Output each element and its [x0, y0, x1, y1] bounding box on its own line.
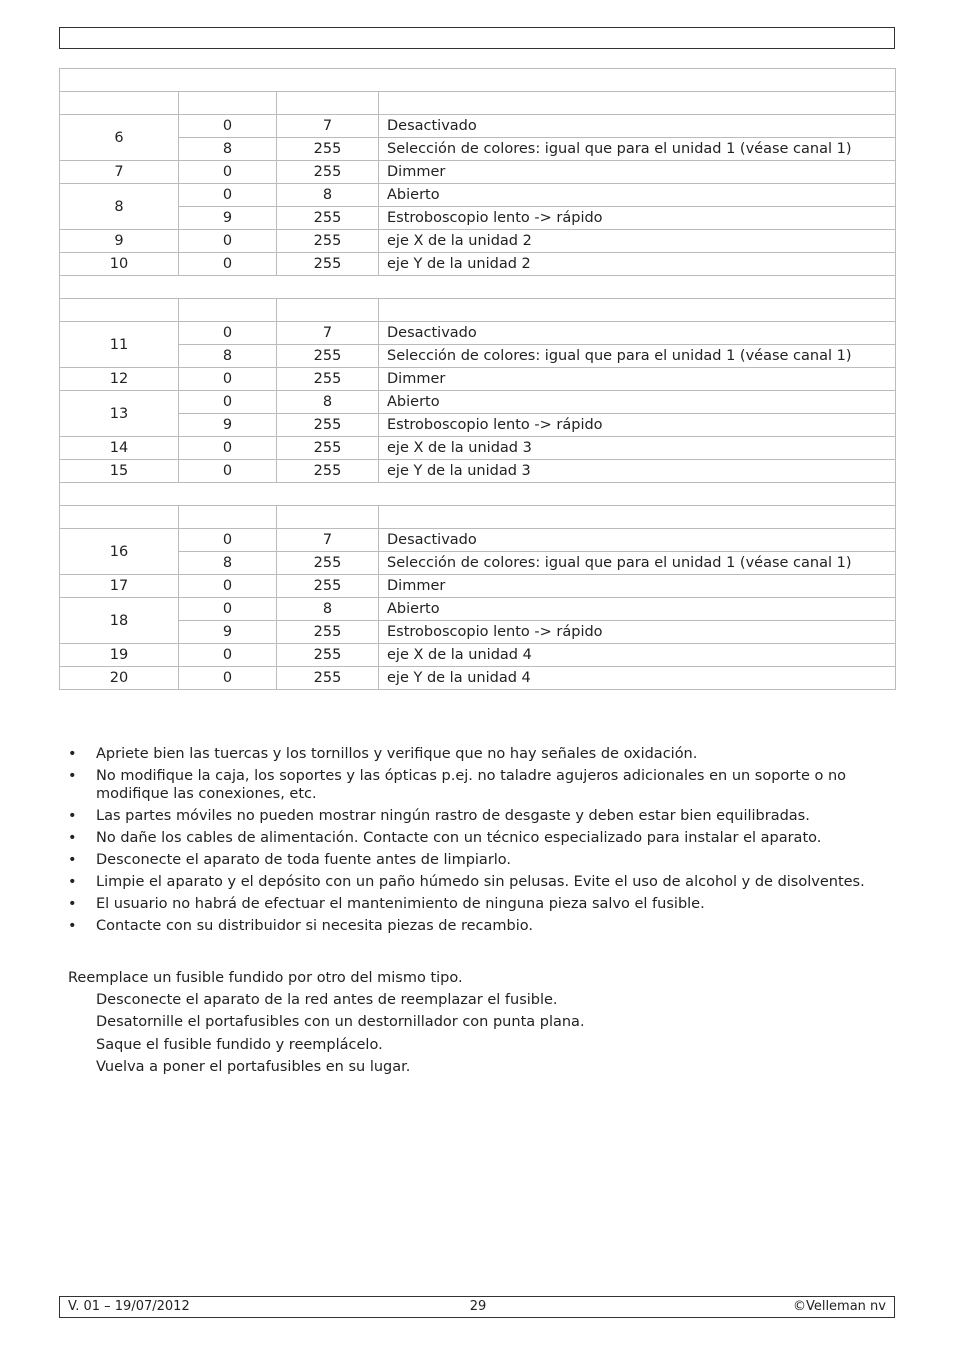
cell-from: 9: [179, 207, 277, 230]
list-item-text: Contacte con su distribuidor si necesita piezas de recambio.: [96, 918, 533, 934]
list-item-text: El usuario no habrá de efectuar el mantenimiento de ninguna pieza salvo el fusible.: [96, 896, 705, 912]
list-item: [68, 767, 878, 803]
cell-channel: 17: [60, 575, 179, 598]
bullet-icon: •: [68, 918, 77, 934]
footer-version: V. 01 – 19/07/2012: [68, 1299, 190, 1314]
table-row: [60, 621, 896, 644]
cell-channel: 19: [60, 644, 179, 667]
fuse-step: Vuelva a poner el portafusibles en su lugar.: [96, 1058, 411, 1075]
cell-to: 255: [277, 575, 379, 598]
fuse-step: Desatornille el portafusibles con un destornillador con punta plana.: [96, 1014, 585, 1031]
cell-channel: 7: [60, 161, 179, 184]
cell-from: 0: [179, 115, 277, 138]
group-title-cell: [60, 69, 896, 92]
cell-from: 0: [179, 598, 277, 621]
dmx-channel-table: [59, 68, 896, 690]
cell-from: 8: [179, 345, 277, 368]
cell-function: Estroboscopio lento -> rápido: [379, 207, 896, 230]
table-row: [60, 391, 896, 414]
bullet-icon: •: [68, 852, 77, 868]
cell-from: 0: [179, 529, 277, 552]
group-title-cell: [60, 276, 896, 299]
page-footer: [59, 1296, 895, 1318]
header-cell-channel: [60, 92, 179, 115]
cell-from: 0: [179, 391, 277, 414]
cell-channel: 16: [60, 529, 179, 575]
table-row: [60, 598, 896, 621]
cell-from: 0: [179, 368, 277, 391]
footer-page-number: 29: [469, 1299, 487, 1314]
header-cell-function: [379, 506, 896, 529]
list-item: [68, 829, 878, 847]
cell-from: 0: [179, 322, 277, 345]
cell-to: 255: [277, 138, 379, 161]
table-row: [60, 460, 896, 483]
header-cell-function: [379, 299, 896, 322]
cell-function: Dimmer: [379, 575, 896, 598]
table-row: [60, 138, 896, 161]
cell-channel: 9: [60, 230, 179, 253]
fuse-intro-text: Reemplace un fusible fundido por otro del mismo tipo.: [68, 970, 463, 986]
list-item-text: No modifique la caja, los soportes y las ópticas p.ej. no taladre agujeros adicionales en un soporte o no modifique las conexiones, etc.: [96, 768, 847, 802]
cell-to: 8: [277, 391, 379, 414]
cell-to: 255: [277, 345, 379, 368]
header-cell-to: [277, 299, 379, 322]
header-cell-from: [179, 92, 277, 115]
cell-to: 255: [277, 368, 379, 391]
table-row: [60, 368, 896, 391]
cell-function: Desactivado: [379, 529, 896, 552]
cell-to: 255: [277, 621, 379, 644]
cell-channel: 18: [60, 598, 179, 644]
cell-to: 255: [277, 230, 379, 253]
list-item-text: No dañe los cables de alimentación. Contacte con un técnico especializado para instalar el aparato.: [96, 830, 822, 846]
group-title-cell: [60, 483, 896, 506]
cell-from: 0: [179, 161, 277, 184]
table-header-row: [60, 506, 896, 529]
cell-channel: 6: [60, 115, 179, 161]
list-item-text: Apriete bien las tuercas y los tornillos y verifique que no hay señales de oxidación.: [96, 746, 698, 762]
cell-from: 8: [179, 138, 277, 161]
bullet-icon: •: [68, 874, 77, 890]
cell-function: Estroboscopio lento -> rápido: [379, 414, 896, 437]
table-group-title-row: [60, 276, 896, 299]
table-row: [60, 161, 896, 184]
cell-function: eje X de la unidad 2: [379, 230, 896, 253]
cell-from: 0: [179, 644, 277, 667]
bullet-icon: •: [68, 896, 77, 912]
header-cell-channel: [60, 299, 179, 322]
table-header-row: [60, 92, 896, 115]
table-row: [60, 184, 896, 207]
table-group-title-row: [60, 483, 896, 506]
bullet-icon: •: [68, 808, 77, 824]
cell-function: eje Y de la unidad 3: [379, 460, 896, 483]
table-row: [60, 207, 896, 230]
cell-from: 0: [179, 667, 277, 690]
cell-channel: 8: [60, 184, 179, 230]
cell-function: Selección de colores: igual que para el unidad 1 (véase canal 1): [379, 345, 896, 368]
table-header-row: [60, 299, 896, 322]
table-row: [60, 230, 896, 253]
cell-function: eje Y de la unidad 2: [379, 253, 896, 276]
cell-to: 8: [277, 598, 379, 621]
fuse-steps-list: [96, 991, 585, 1080]
table-group-title-row: [60, 69, 896, 92]
list-item: [68, 873, 878, 891]
cell-function: Abierto: [379, 391, 896, 414]
cell-function: Selección de colores: igual que para el unidad 1 (véase canal 1): [379, 138, 896, 161]
cell-from: 0: [179, 253, 277, 276]
list-item-text: Limpie el aparato y el depósito con un paño húmedo sin pelusas. Evite el uso de alcohol y de disolventes.: [96, 874, 865, 890]
cell-function: Abierto: [379, 598, 896, 621]
table-row: [60, 552, 896, 575]
list-item: [68, 895, 878, 913]
header-cell-from: [179, 299, 277, 322]
table-row: [60, 345, 896, 368]
cell-from: 0: [179, 230, 277, 253]
cell-from: 8: [179, 552, 277, 575]
table-row: [60, 644, 896, 667]
bullet-icon: •: [68, 746, 77, 762]
cell-to: 255: [277, 207, 379, 230]
header-cell-from: [179, 506, 277, 529]
cell-channel: 10: [60, 253, 179, 276]
table-row: [60, 253, 896, 276]
cell-to: 7: [277, 529, 379, 552]
footer-copyright: ©Velleman nv: [792, 1299, 886, 1314]
header-cell-to: [277, 506, 379, 529]
cell-to: 255: [277, 414, 379, 437]
list-item: [68, 745, 878, 763]
fuse-step: Saque el fusible fundido y reemplácelo.: [96, 1036, 383, 1053]
cell-channel: 14: [60, 437, 179, 460]
cell-to: 8: [277, 184, 379, 207]
cell-channel: 15: [60, 460, 179, 483]
list-item-text: Desconecte el aparato de toda fuente antes de limpiarlo.: [96, 852, 512, 868]
cell-to: 7: [277, 115, 379, 138]
header-cell-to: [277, 92, 379, 115]
cell-to: 255: [277, 644, 379, 667]
cell-from: 0: [179, 184, 277, 207]
cell-channel: 13: [60, 391, 179, 437]
cell-from: 9: [179, 621, 277, 644]
cell-from: 0: [179, 437, 277, 460]
cell-function: Dimmer: [379, 368, 896, 391]
header-cell-channel: [60, 506, 179, 529]
table-row: [60, 322, 896, 345]
cell-from: 0: [179, 460, 277, 483]
list-item-text: Las partes móviles no pueden mostrar ningún rastro de desgaste y deben estar bien equilibradas.: [96, 808, 810, 824]
cell-function: eje X de la unidad 3: [379, 437, 896, 460]
table-row: [60, 437, 896, 460]
cell-channel: 12: [60, 368, 179, 391]
cell-function: Estroboscopio lento -> rápido: [379, 621, 896, 644]
cell-to: 255: [277, 460, 379, 483]
cell-function: Selección de colores: igual que para el unidad 1 (véase canal 1): [379, 552, 896, 575]
cell-function: eje Y de la unidad 4: [379, 667, 896, 690]
table-row: [60, 414, 896, 437]
cell-channel: 20: [60, 667, 179, 690]
table-row: [60, 529, 896, 552]
cell-function: Dimmer: [379, 161, 896, 184]
list-item: [68, 917, 878, 935]
cell-to: 255: [277, 552, 379, 575]
table-row: [60, 575, 896, 598]
cell-function: Desactivado: [379, 115, 896, 138]
cell-to: 7: [277, 322, 379, 345]
cell-from: 9: [179, 414, 277, 437]
cell-function: Desactivado: [379, 322, 896, 345]
page-header-box: [59, 27, 895, 49]
list-item: [68, 807, 878, 825]
cell-to: 255: [277, 161, 379, 184]
header-cell-function: [379, 92, 896, 115]
bullet-icon: •: [68, 768, 77, 784]
cell-to: 255: [277, 253, 379, 276]
cell-channel: 11: [60, 322, 179, 368]
fuse-step: Desconecte el aparato de la red antes de reemplazar el fusible.: [96, 992, 558, 1008]
bullet-icon: •: [68, 830, 77, 846]
cell-function: Abierto: [379, 184, 896, 207]
maintenance-list: [68, 745, 878, 939]
cell-function: eje X de la unidad 4: [379, 644, 896, 667]
cell-to: 255: [277, 437, 379, 460]
cell-from: 0: [179, 575, 277, 598]
list-item: [68, 851, 878, 869]
cell-to: 255: [277, 667, 379, 690]
table-row: [60, 667, 896, 690]
table-row: [60, 115, 896, 138]
